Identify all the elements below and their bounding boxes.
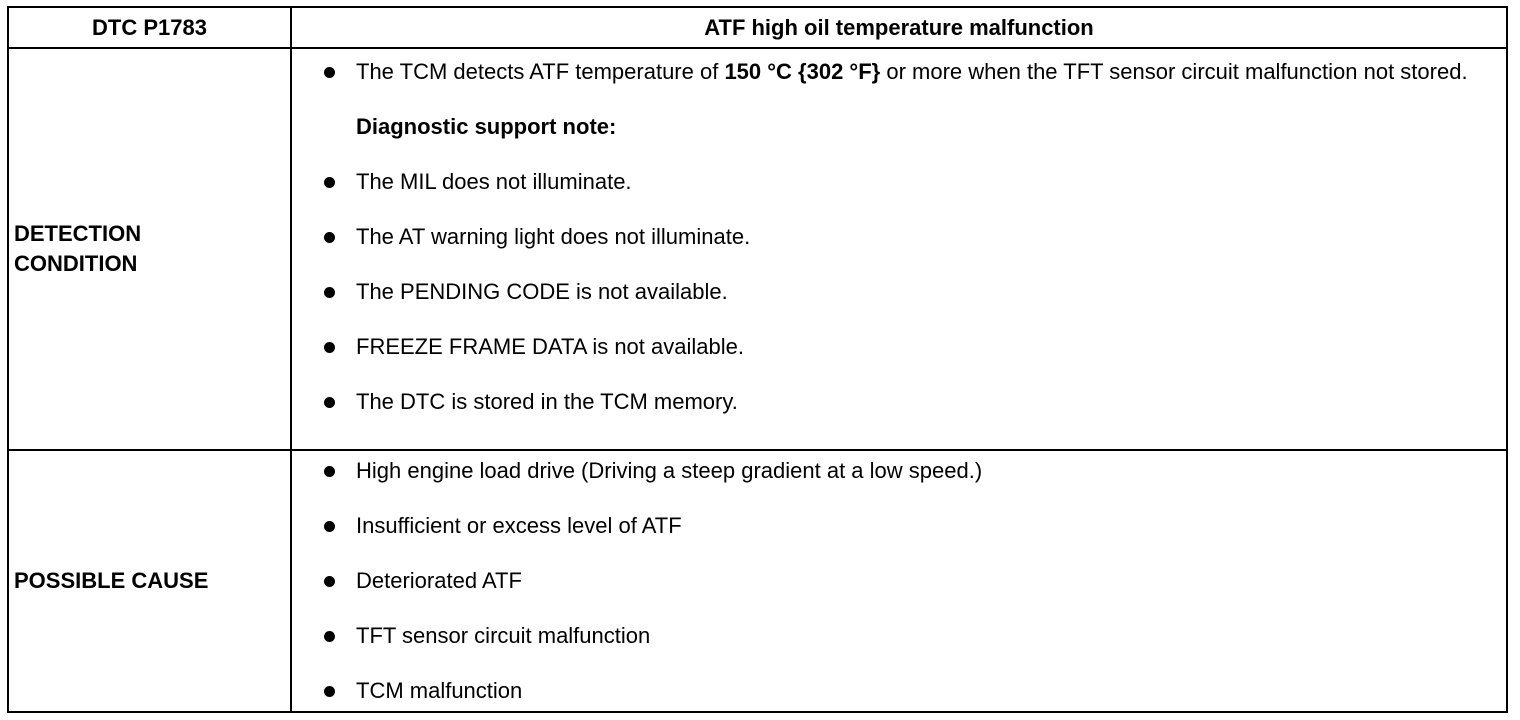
bullet-icon [324,397,335,408]
cause-label: POSSIBLE CAUSE [8,450,291,712]
cause-row [8,450,1507,712]
detection-row [8,48,1507,450]
detection-content [291,48,1507,450]
cause-text: High engine load drive (Driving a steep gradient at a low speed.) [356,458,983,483]
header-row [8,7,1507,48]
note-item [292,387,1506,417]
detection-label-line2: CONDITION [14,251,138,276]
bullet-icon [324,466,335,477]
cause-item [292,621,1506,651]
bullet-icon [324,177,335,188]
diagnostic-note-heading: Diagnostic support note: [356,114,617,139]
bullet-icon [324,576,335,587]
bullet-icon [324,521,335,532]
note-item [292,332,1506,362]
bullet-icon [324,287,335,298]
detection-item [292,57,1506,87]
detection-item-temperature: 150 °C {302 °F} [724,59,881,84]
bullet-icon [324,67,335,78]
bullet-icon [324,631,335,642]
cause-text: Insufficient or excess level of ATF [356,513,682,538]
note-text: The DTC is stored in the TCM memory. [356,389,738,414]
cause-item [292,511,1506,541]
note-text: FREEZE FRAME DATA is not available. [356,334,744,359]
dtc-table [7,6,1508,713]
cause-text: TFT sensor circuit malfunction [356,623,651,648]
note-item [292,222,1506,252]
detection-label-line1: DETECTION [14,221,142,246]
bullet-icon [324,686,335,697]
note-text: The PENDING CODE is not available. [356,279,728,304]
detection-item-post: or more when the TFT sensor circuit malfunction not stored. [880,59,1468,84]
note-item [292,167,1506,197]
cause-item [292,456,1506,486]
detection-label [8,48,291,450]
cause-item [292,566,1506,596]
dtc-title: ATF high oil temperature malfunction [291,7,1507,48]
cause-content [291,450,1507,712]
cause-item [292,676,1506,706]
note-text: The AT warning light does not illuminate. [356,224,751,249]
dtc-code: DTC P1783 [8,7,291,48]
cause-text: Deteriorated ATF [356,568,522,593]
detection-item-pre: The TCM detects ATF temperature of [356,59,725,84]
bullet-icon [324,342,335,353]
note-item [292,277,1506,307]
bullet-icon [324,232,335,243]
cause-text: TCM malfunction [356,678,523,703]
note-text: The MIL does not illuminate. [356,169,632,194]
